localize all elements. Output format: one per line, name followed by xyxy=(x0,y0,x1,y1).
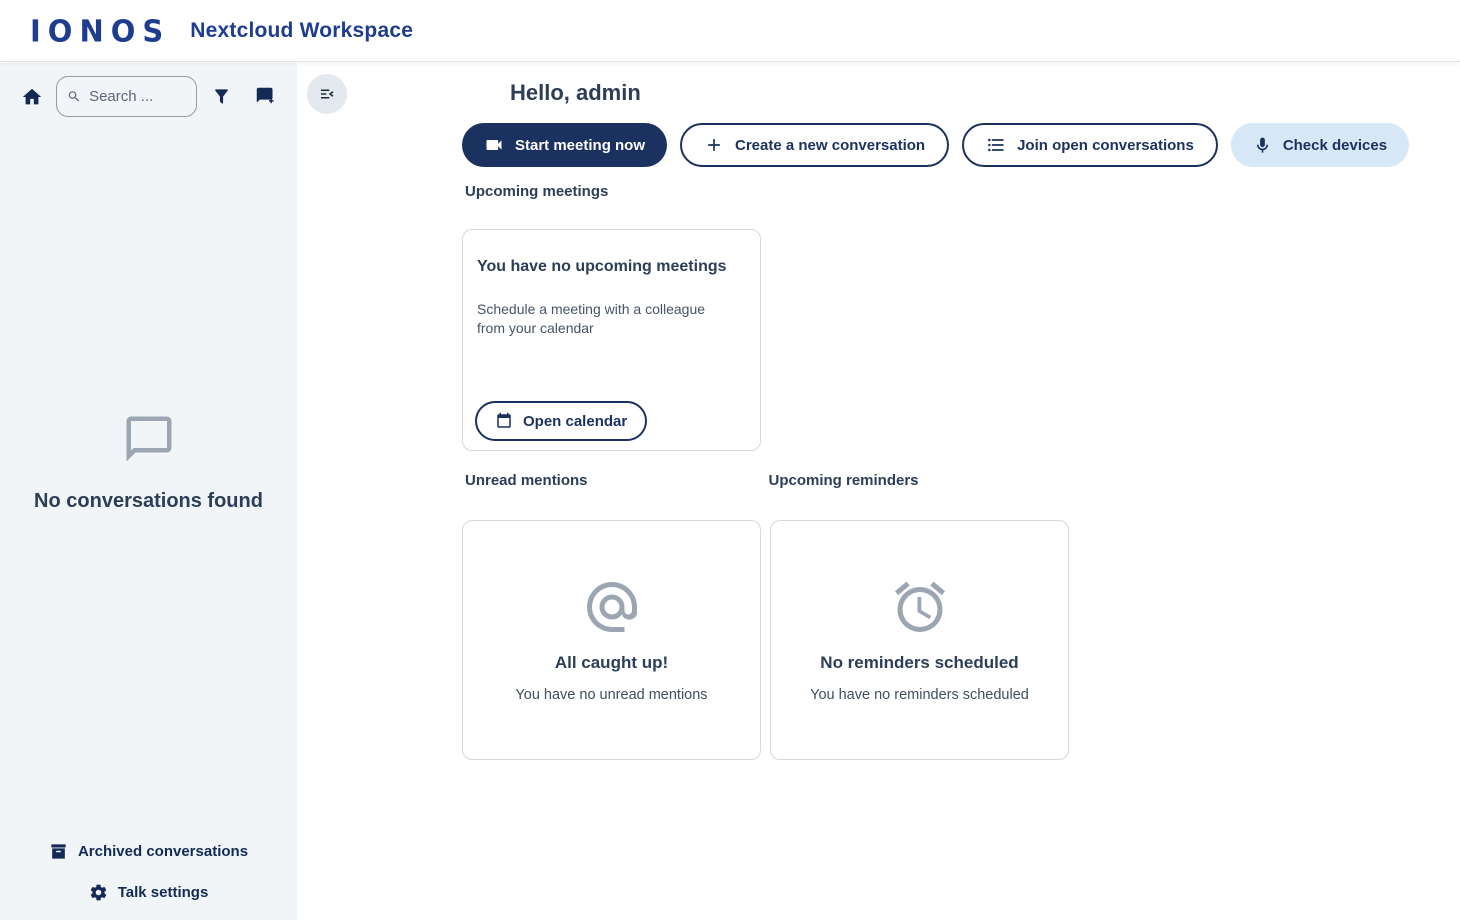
status-cards-row xyxy=(462,520,1460,760)
meetings-card-title: You have no upcoming meetings xyxy=(477,258,727,275)
ionos-logo: IONOS xyxy=(30,12,171,49)
sidebar-empty-state xyxy=(0,90,297,834)
dashboard-main xyxy=(297,63,1460,920)
start-meeting-button[interactable] xyxy=(462,123,667,167)
dashboard-content xyxy=(462,63,1460,760)
message-outline-icon xyxy=(122,412,176,466)
unread-mentions-card xyxy=(462,520,761,760)
open-calendar-button[interactable] xyxy=(475,401,647,441)
section-headings-row xyxy=(462,472,1069,489)
start-meeting-label: Start meeting now xyxy=(515,136,646,154)
alarm-clock-icon xyxy=(890,577,950,637)
app-title: Nextcloud Workspace xyxy=(190,18,414,42)
check-devices-label: Check devices xyxy=(1282,136,1388,154)
talk-settings-label: Talk settings xyxy=(117,884,209,901)
greeting-heading: Hello, admin xyxy=(510,80,641,105)
app-header xyxy=(0,0,1460,62)
quick-actions-row xyxy=(462,123,1460,167)
calendar-icon xyxy=(495,412,513,430)
archive-icon xyxy=(49,842,68,861)
at-mention-icon xyxy=(582,577,642,637)
reminders-card-title: No reminders scheduled xyxy=(820,653,1019,672)
gear-icon xyxy=(89,883,108,902)
upcoming-meetings-card xyxy=(462,229,761,451)
join-open-conversations-label: Join open conversations xyxy=(1017,136,1194,154)
upcoming-reminders-heading: Upcoming reminders xyxy=(768,472,919,489)
plus-icon xyxy=(704,135,724,155)
archived-conversations-label: Archived conversations xyxy=(77,843,249,860)
conversations-sidebar xyxy=(0,63,297,920)
microphone-icon xyxy=(1253,136,1272,155)
collapse-sidebar-button[interactable] xyxy=(307,74,347,114)
no-conversations-text: No conversations found xyxy=(34,489,263,512)
mentions-card-subtitle: You have no unread mentions xyxy=(515,687,708,703)
upcoming-reminders-card xyxy=(770,520,1069,760)
video-icon xyxy=(484,135,504,155)
check-devices-button[interactable] xyxy=(1231,123,1409,167)
create-conversation-button[interactable] xyxy=(680,123,949,167)
list-icon xyxy=(986,135,1006,155)
talk-settings-button[interactable] xyxy=(77,875,221,910)
open-calendar-label: Open calendar xyxy=(523,412,628,430)
join-open-conversations-button[interactable] xyxy=(962,123,1218,167)
archived-conversations-button[interactable] xyxy=(37,834,260,869)
upcoming-meetings-heading: Upcoming meetings xyxy=(465,183,609,200)
reminders-card-subtitle: You have no reminders scheduled xyxy=(810,687,1029,703)
meetings-card-description: Schedule a meeting with a colleague from your calendar xyxy=(477,301,706,337)
sidebar-footer xyxy=(0,834,297,920)
collapse-sidebar-icon xyxy=(318,85,336,103)
unread-mentions-heading: Unread mentions xyxy=(465,472,588,489)
create-conversation-label: Create a new conversation xyxy=(735,136,926,154)
mentions-card-title: All caught up! xyxy=(554,653,669,672)
